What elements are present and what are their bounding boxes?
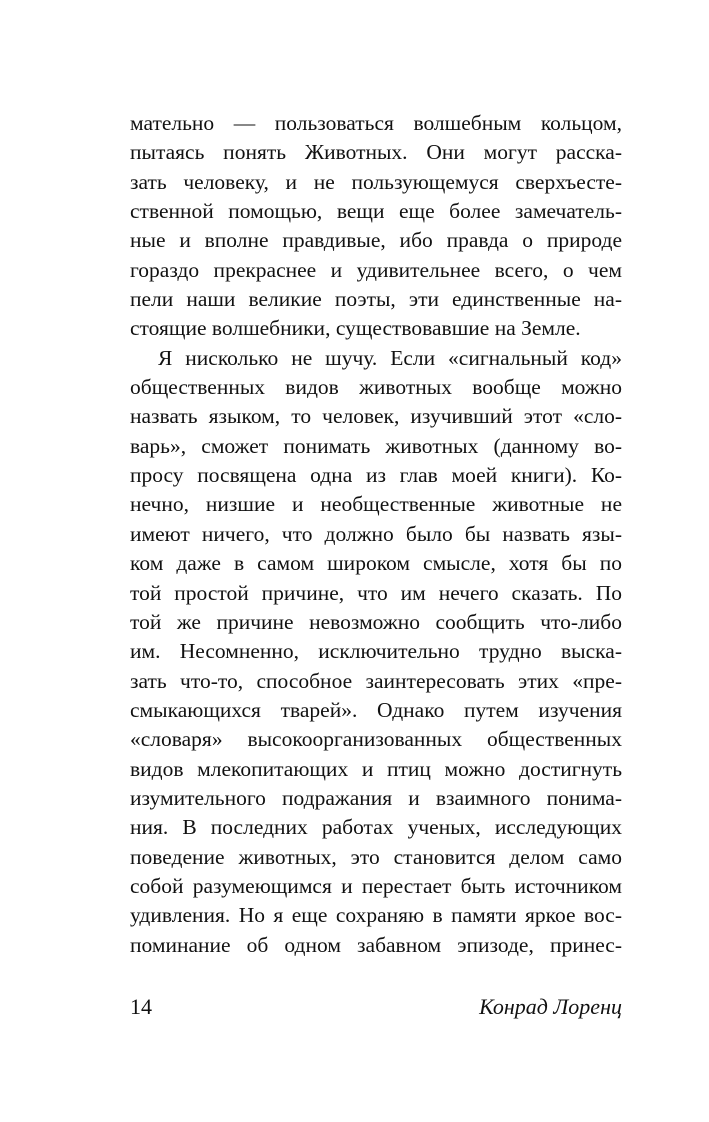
text-line: ственной помощью, вещи еще более замечатель- [130,199,622,224]
text-line: назвать языком, то человек, изучивший этот «сло- [130,404,622,429]
running-footer-author: Конрад Лоренц [479,994,622,1019]
text-line: той простой причине, что им нечего сказать. По [130,580,622,605]
text-line: мательно — пользоваться волшебным кольцом, [130,111,622,135]
text-line: просу посвящена одна из глав моей книги). Ко- [130,463,622,488]
text-line: поминание об одном забавном эпизоде, принес- [130,932,622,957]
text-line: пели наши великие поэты, эти единственные на- [130,287,622,312]
text-line: общественных видов животных вообще можно [130,375,622,400]
text-line: той же причине невозможно сообщить что-либо [130,609,622,634]
text-line: стоящие волшебники, существовавшие на Земле. [130,316,581,341]
text-line: собой разумеющимся и перестает быть источником [130,873,622,898]
text-line: видов млекопитающих и птиц можно достигнуть [130,756,622,781]
page-footer [130,994,622,1024]
text-line: «словаря» высокоорганизованных общественных [130,727,622,752]
text-line: гораздо прекраснее и удивительнее всего, о чем [130,257,622,282]
page-number: 14 [130,994,152,1019]
body-text [130,109,622,960]
text-line: нечно, низшие и необщественные животные не [130,492,622,517]
text-line: изумительного подражания и взаимного понима- [130,785,622,810]
text-line: пытаясь понять Животных. Они могут расска- [130,140,622,165]
text-line: Я нисколько не шучу. Если «сигнальный код» [158,345,622,370]
text-line: варь», сможет понимать животных (данному во- [130,433,622,458]
text-line: ния. В последних работах ученых, исследующих [130,815,622,840]
paragraph-1 [130,109,622,344]
text-line: им. Несомненно, исключительно трудно выска- [130,639,622,664]
text-line: поведение животных, это становится делом само [130,844,622,869]
text-line: удивления. Но я еще сохраняю в памяти яркое вос- [130,903,622,928]
text-line: ные и вполне правдивые, ибо правда о природе [130,228,622,253]
paragraph-2 [130,344,622,960]
text-line: имеют ничего, что должно было бы назвать язы- [130,521,622,546]
text-line: зать человеку, и не пользующемуся сверхъесте- [130,169,622,194]
text-line: ком даже в самом широком смысле, хотя бы по [130,551,622,576]
text-line: зать что-то, способное заинтересовать этих «пре- [130,668,622,693]
text-line: смыкающихся тварей». Однако путем изучения [130,697,622,722]
